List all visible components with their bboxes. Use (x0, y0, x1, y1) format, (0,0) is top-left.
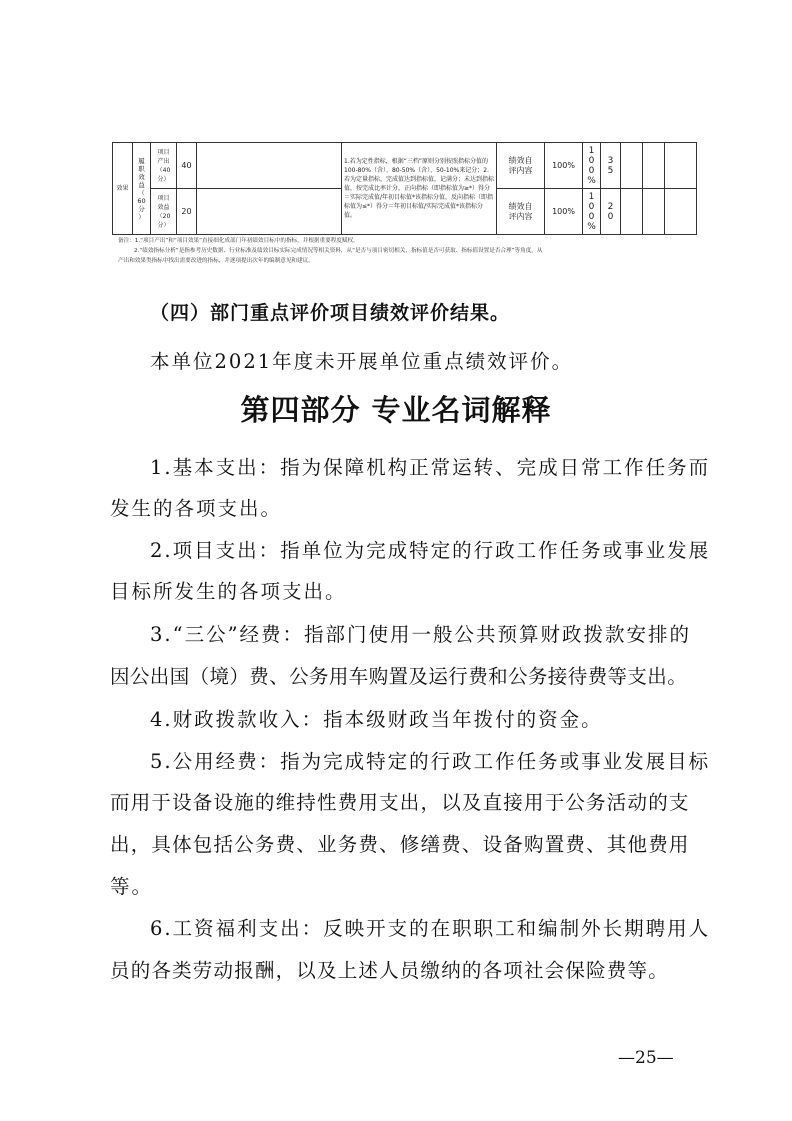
para-line: 2.项目支出：指单位为完成特定的行政工作任务或事业发展 (150, 539, 711, 562)
note-line: 产出和效果类指标中找出需要改进的指标，并逐项提出次年的编制意见和建议。 (118, 258, 314, 264)
row1-blank-a (621, 143, 643, 189)
row2-blank-c (665, 189, 697, 235)
row2-stack: 1 0 0 % (583, 189, 601, 235)
row1-blank-c (665, 143, 697, 189)
para-line: 因公出国（境）费、公务用车购置及运行费和公务接待费等支出。 (110, 665, 688, 688)
para-line: 目标所发生的各项支出。 (110, 580, 347, 603)
performance-table (112, 142, 697, 235)
para-line: 6.工资福利支出：反映开支的在职职工和编制外长期聘用人 (150, 917, 711, 940)
para-line: 而用于设备设施的维持性费用支出，以及直接用于公务活动的支 (110, 791, 690, 814)
row2-pct: 100% (545, 189, 583, 235)
para-line: 1.基本支出：指为保障机构正常运转、完成日常工作任务而 (150, 456, 711, 479)
para-line: 5.公用经费：指为完成特定的行政工作任务或事业发展目标 (150, 750, 711, 773)
table-notes (118, 236, 698, 266)
row1-pct: 100% (545, 143, 583, 189)
para-line: 等。 (110, 875, 154, 898)
para-line: 4.财政拨款收入：指本级财政当年拨付的资金。 (150, 708, 603, 731)
para-line: 发生的各项支出。 (110, 497, 283, 520)
row2-name: 项目 效益 （20 分） (151, 189, 177, 235)
row1-score: 40 (177, 143, 197, 189)
row1-stack: 1 0 0 % (583, 143, 601, 189)
row1-eval: 绩效自 评内容 (497, 143, 545, 189)
row1-name: 项目 产出 （40 分） (151, 143, 177, 189)
row2-blank-a (621, 189, 643, 235)
sub-dim-cell: 履 职 效 益 （ 60 分 ） (133, 143, 151, 235)
para-line: 出，具体包括公务费、业务费、修缮费、设备购置费、其他费用 (110, 833, 690, 856)
row2-score-got: 2 0 (601, 189, 621, 235)
row2-eval: 绩效自 评内容 (497, 189, 545, 235)
row2-score: 20 (177, 189, 197, 235)
note-line: 2.“绩效指标分析”是指参考历史数据、行业标准及绩效目标实际完成情况等相关资料，从“是否与项目密切相关、指标值是否可获取、指标值设置是否合理”等角度，从 (134, 248, 543, 254)
row1-blank-b (643, 143, 665, 189)
row2-blank-b (643, 189, 665, 235)
dim-cell: 效果 (113, 143, 133, 235)
row2-empty (197, 189, 342, 235)
section-heading: （四）部门重点评价项目绩效评价结果。 (150, 302, 511, 324)
part-title: 第四部分 专业名词解释 (240, 393, 552, 427)
scoring-description: 1.若为定性指标，根据“三档”原则分别按照指标分值的100-80%（含）、80-50%（含）、50-10%来记分；2.若为定量指标，完成值达到指标值，记满分；未达到指标值，按完成比率计分，正向指标（即指标值为≥*）得分＝实际完成值/年初目标值*该指标分值，反向指标（即指标值为≤*）得分＝年初目标值/实际完成值*该指标分值。 (342, 143, 497, 235)
section-text: 本单位2021年度未开展单位重点绩效评价。 (150, 350, 574, 373)
row1-empty (197, 143, 342, 189)
note-line: 备注：1.“项目产出”和“项目效果”直接细化成部门年初绩效目标中的指标，并根据重要程度赋权。 (118, 238, 359, 244)
page-number: —25— (618, 1048, 674, 1068)
row1-score-got: 3 5 (601, 143, 621, 189)
para-line: 3.“三公”经费：指部门使用一般公共预算财政拨款安排的 (150, 623, 692, 646)
para-line: 员的各类劳动报酬，以及上述人员缴纳的各项社会保险费等。 (110, 959, 669, 982)
